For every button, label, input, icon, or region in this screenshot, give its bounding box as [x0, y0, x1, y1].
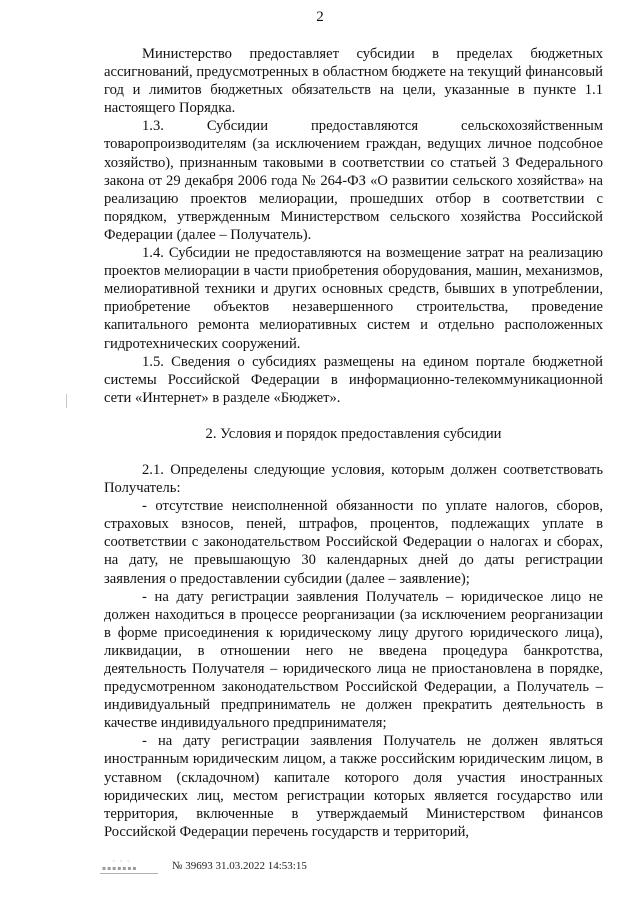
scan-margin-mark — [66, 394, 67, 408]
footer-stamp — [98, 856, 458, 882]
heading-spacer — [104, 443, 603, 461]
registration-stamp-text: № 39693 31.03.2022 14:53:15 — [172, 860, 307, 872]
paragraph-2-1: 2.1. Определены следующие условия, которым должен соответствовать Получатель: — [104, 461, 603, 497]
registry-logo-icon: ◦ ◦ ◦ ▪▪▪▪▪▪▪ — [98, 858, 162, 878]
condition-tax-arrears: - отсутствие неисполненной обязанности по уплате налогов, сборов, страховых взносов, пеней, штрафов, процентов, подлежащих уплате в соответствии с законодательством Российской Федерации о налогах и сборах, на дату, не превышающую 30 календарных дней до даты регистрации заявления о предоставлении субсидии (далее – заявление); — [104, 498, 603, 587]
document-body — [104, 45, 603, 841]
paragraph-1-4: 1.4. Субсидии не предоставляются на возмещение затрат на реализацию проектов мелиорации в части приобретения оборудования, машин, механизмов, мелиоративной техники и других основных средств, бывших в употреблении, приобретение объектов незавершенного строительства, проведение капитального ремонта мелиоративных систем и отдельно расположенных гидротехнических сооружений. — [104, 245, 603, 352]
condition-foreign-entity: - на дату регистрации заявления Получатель не должен являться иностранным юридическим лицом, а также российским юридическим лицом, в уставном (складочном) капитале которого доля участия иностранных юридических лиц, местом регистрации которых является государство или территория, включенные в утверждаемый Министерством финансов Российской Федерации перечень государств и территорий, — [104, 733, 603, 840]
paragraph-1-3: 1.3. Субсидии предоставляются сельскохозяйственным товаропроизводителям (за исключением граждан, ведущих личное подсобное хозяйство), признанным таковыми в соответствии со статьей 3 Федерального закона от 29 декабря 2006 года № 264-ФЗ «О развитии сельского хозяйства» на реализацию проектов мелиорации, прошедших отбор в соответствии с порядком, утвержденным Министерством сельского хозяйства Российской Федерации (далее – Получатель). — [104, 118, 603, 243]
section-heading: 2. Условия и порядок предоставления субсидии — [205, 425, 502, 442]
page-number: 2 — [316, 9, 324, 25]
paragraph-1-5: 1.5. Сведения о субсидиях размещены на едином портале бюджетной системы Российской Федерации в информационно-телекоммуникационной сети «Интернет» в разделе «Бюджет». — [104, 353, 603, 406]
paragraph-budget-limits: Министерство предоставляет субсидии в пределах бюджетных ассигнований, предусмотренных в областном бюджете на текущий финансовый год и лимитов бюджетных обязательств на цели, указанные в пункте 1.1 настоящего Порядка. — [104, 46, 603, 117]
condition-reorganization: - на дату регистрации заявления Получатель – юридическое лицо не должен находиться в процессе реорганизации (за исключением реорганизации в форме присоединения к юридическому лицу другого юридического лица), ликвидации, в отношении него не введена процедура банкротства, деятельность Получателя – юридического лица не приостановлена в порядке, предусмотренном законодательством Российской Федерации, а Получатель – индивидуальный предприниматель не должен прекратить деятельность в качестве индивидуального предпринимателя; — [104, 588, 603, 732]
